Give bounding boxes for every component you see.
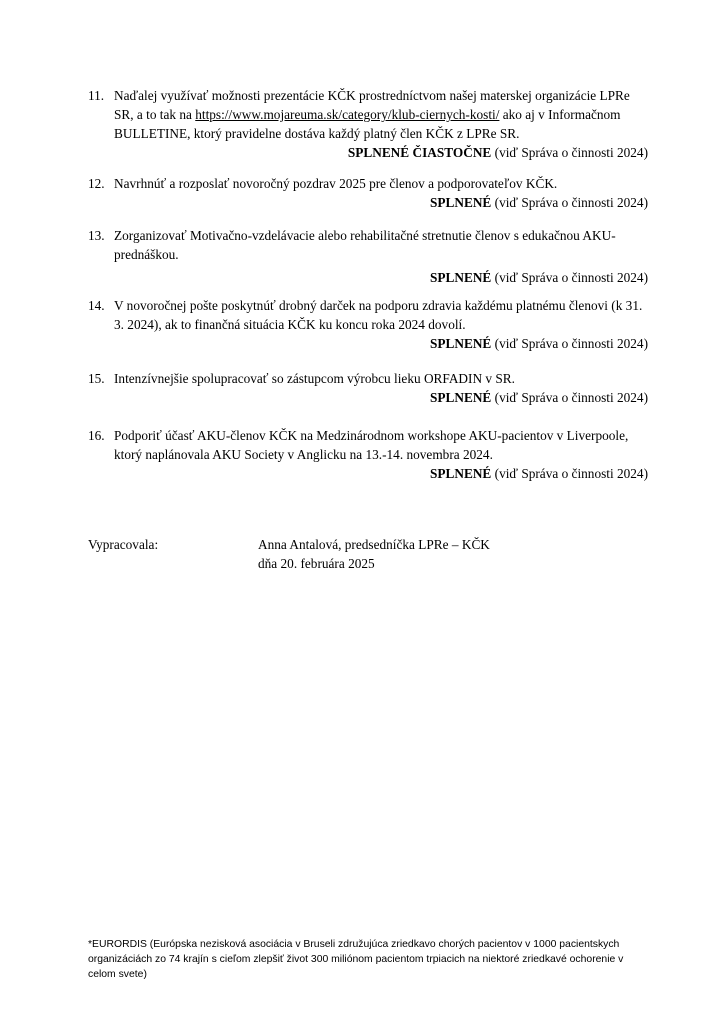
item-status: [88, 143, 648, 162]
prepared-date: dňa 20. februára 2025: [258, 556, 375, 571]
status-label: SPLNENÉ: [429, 270, 492, 285]
status-reference: (viď Správa o činnosti 2024): [491, 270, 648, 285]
status-reference: (viď Správa o činnosti 2024): [491, 195, 648, 210]
item-text-part: Naďalej využívať možnosti prezentácie KČK prostredníctvom našej materskej organizácie LPRe SR, a to tak na: [114, 88, 630, 122]
list-item-13: [88, 226, 648, 287]
item-number: 16.: [88, 428, 105, 443]
item-status: [88, 268, 648, 287]
list-item-14: [88, 296, 648, 353]
status-label: SPLNENÉ: [429, 195, 492, 210]
list-item-16: [88, 426, 648, 483]
item-text: V novoročnej pošte poskytnúť drobný darček na podporu zdravia každému platnému členovi (k 31. 3. 2024), ak to finančná situácia KČK ku koncu roka 2024 dovolí.: [114, 298, 643, 332]
item-number: 14.: [88, 298, 105, 313]
item-text: Podporiť účasť AKU-členov KČK na Medzinárodnom workshope AKU-pacientov v Liverpoole, ktorý naplánovala AKU Society v Anglicku na 13.-14. novembra 2024.: [114, 428, 629, 462]
status-label: SPLNENÉ: [429, 390, 492, 405]
item-number: 11.: [88, 88, 105, 103]
item-text-part: ako aj v Informačnom BULLETINE, ktorý pravidelne dostáva každý platný člen KČK z LPRe SR.: [114, 107, 621, 141]
status-reference: (viď Správa o činnosti 2024): [491, 145, 648, 160]
status-reference: (viď Správa o činnosti 2024): [491, 390, 648, 405]
list-item-15: [88, 369, 648, 407]
item-number: 15.: [88, 371, 105, 386]
item-text: [114, 86, 648, 143]
status-reference: (viď Správa o činnosti 2024): [491, 466, 648, 481]
mojareuma-link[interactable]: https://www.mojareuma.sk/category/klub-ciernych-kosti/: [195, 107, 500, 122]
status-label: SPLNENÉ: [429, 466, 492, 481]
item-text: Intenzívnejšie spolupracovať so zástupcom výrobcu lieku ORFADIN v SR.: [114, 371, 515, 386]
list-item-11: [88, 86, 648, 162]
item-status: [88, 388, 648, 407]
item-status: [88, 464, 648, 483]
prepared-by-label: Vypracovala:: [88, 537, 159, 552]
status-label: SPLNENÉ ČIASTOČNE: [347, 145, 492, 160]
prepared-by-name: Anna Antalová, predsedníčka LPRe – KČK: [258, 537, 490, 552]
list-item-12: [88, 174, 648, 212]
prepared-by-block: [258, 535, 490, 573]
status-reference: (viď Správa o činnosti 2024): [491, 336, 648, 351]
item-number: 13.: [88, 228, 105, 243]
item-text: Zorganizovať Motivačno-vzdelávacie alebo rehabilitačné stretnutie členov s edukačnou AKU-prednáškou.: [114, 228, 616, 262]
item-status: [88, 334, 648, 353]
status-label: SPLNENÉ: [429, 336, 492, 351]
footnote: *EURORDIS (Európska nezisková asociácia v Bruseli združujúca zriedkavo chorých pacientov v 1000 pacientskych organizáciách zo 74 krajín s cieľom zlepšiť život 300 miliónom pacientom trpiacich na niektoré zriedkavé ochorenie v celom svete): [88, 939, 624, 980]
item-number: 12.: [88, 176, 105, 191]
item-status: [88, 193, 648, 212]
item-text: Navrhnúť a rozposlať novoročný pozdrav 2025 pre členov a podporovateľov KČK.: [114, 176, 558, 191]
